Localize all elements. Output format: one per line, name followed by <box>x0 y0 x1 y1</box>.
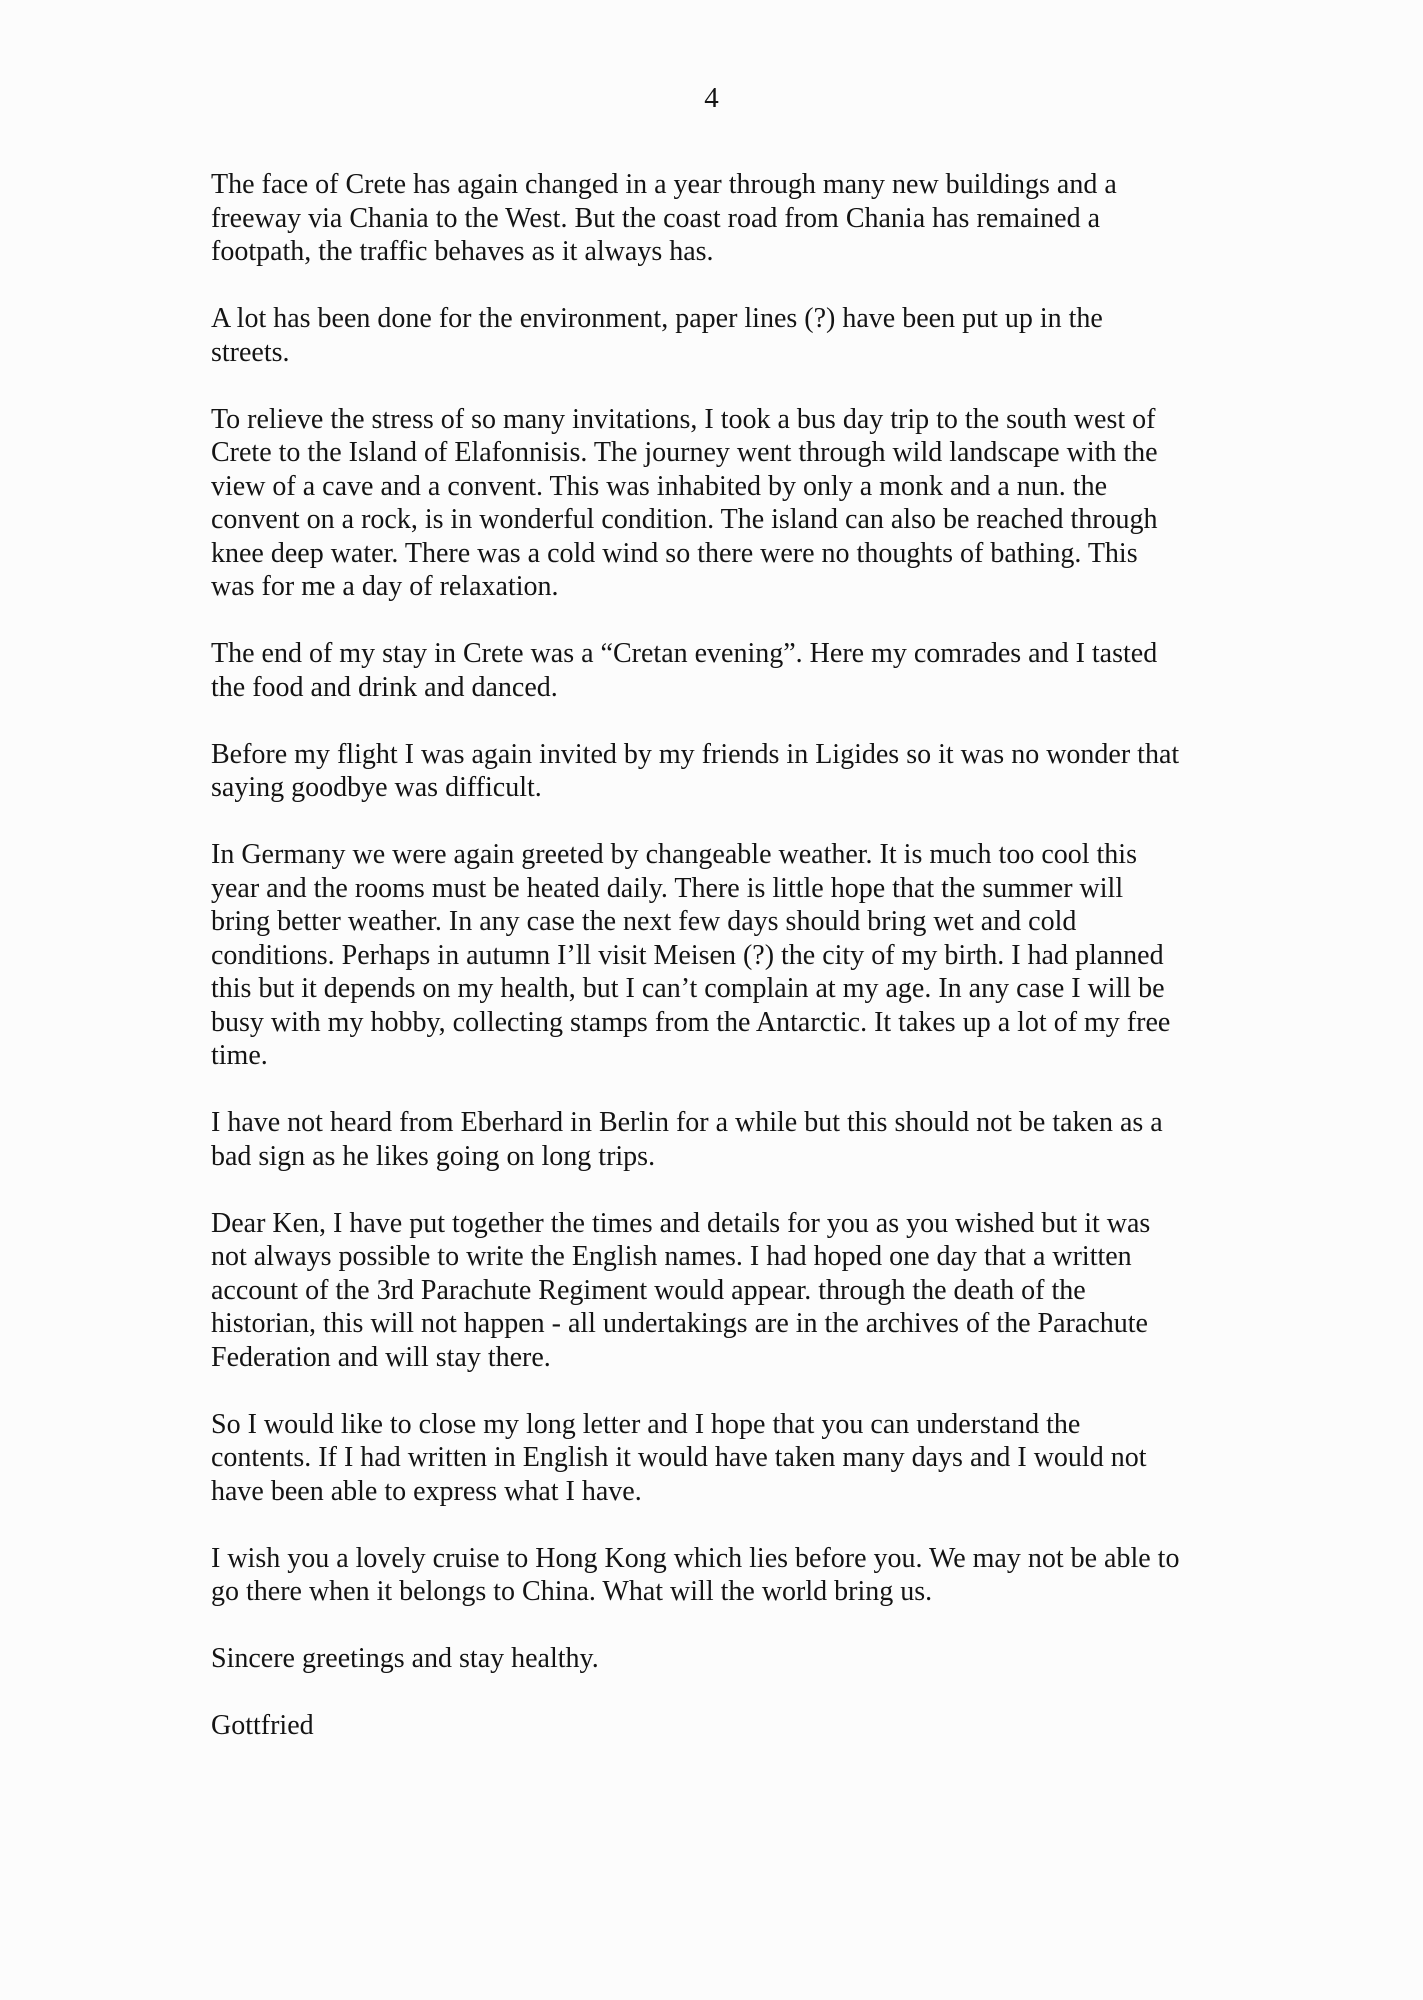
paragraph-germany-weather: In Germany we were again greeted by changeable weather. It is much too cool this year and the rooms must be heated daily. There is little hope that the summer will bring better weather. In any case the next few days should bring wet and cold conditions. Perhaps in autumn I’ll visit Meisen (?) the city of my birth. I had planned this but it depends on my health, but I can’t complain at my age. In any case I will be busy with my hobby, collecting stamps from the Antarctic. It takes up a lot of my free time. <box>211 839 1171 1071</box>
paragraph-closing-letter: So I would like to close my long letter and I hope that you can understand the contents. If I had written in English it would have taken many days and I would not have been able to express what I have. <box>211 1408 1147 1507</box>
paragraph-cretan-evening: The end of my stay in Crete was a “Cretan evening”. Here my comrades and I tasted the food and drink and danced. <box>211 638 1158 703</box>
page-number: 4 <box>704 82 719 114</box>
paragraph-before-flight: Before my flight I was again invited by my friends in Ligides so it was no wonder that saying goodbye was difficult. <box>211 738 1180 803</box>
paragraph-dear-ken: Dear Ken, I have put together the times and details for you as you wished but it was not always possible to write the English names. I had hoped one day that a written account of the 3rd Parachute Regiment would appear. through the death of the historian, this will not happen - all undertakings are in the archives of the Parachute Federation and will stay there. <box>211 1207 1151 1373</box>
signature-name: Gottfried <box>211 1710 314 1741</box>
paragraph-environment: A lot has been done for the environment, paper lines (?) have been put up in the streets. <box>211 303 1103 368</box>
paragraph-crete-changes: The face of Crete has again changed in a year through many new buildings and a freeway via Chania to the West. But the coast road from Chania has remained a footpath, the traffic behaves as it always has. <box>211 169 1117 267</box>
paragraph-greetings: Sincere greetings and stay healthy. <box>211 1643 599 1674</box>
paragraph-bus-trip: To relieve the stress of so many invitations, I took a bus day trip to the south west of Crete to the Island of Elafonnisis. The journey went through wild landscape with the view of a cave and a convent. This was inhabited by only a monk and a nun. the convent on a rock, is in wonderful condition. The island can also be reached through knee deep water. There was a cold wind so there were no thoughts of bathing. This was for me a day of relaxation. <box>211 403 1158 602</box>
paragraph-eberhard: I have not heard from Eberhard in Berlin for a while but this should not be taken as a bad sign as he likes going on long trips. <box>211 1107 1163 1172</box>
paragraph-cruise: I wish you a lovely cruise to Hong Kong which lies before you. We may not be able to go there when it belongs to China. What will the world bring us. <box>211 1542 1180 1607</box>
letter-body <box>211 168 1231 1743</box>
